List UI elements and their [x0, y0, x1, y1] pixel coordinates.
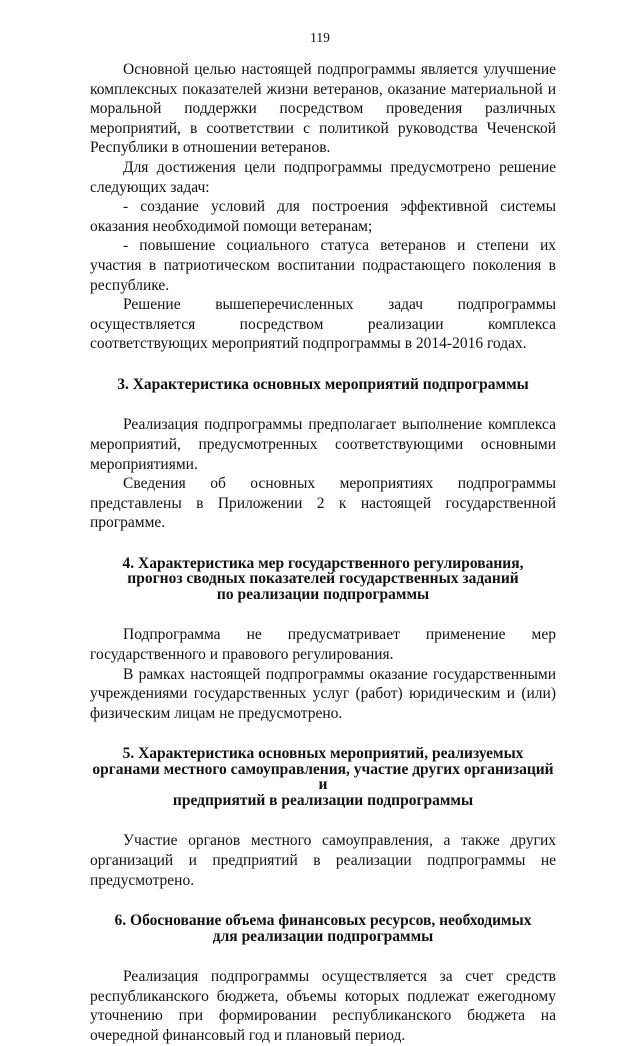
spacer — [90, 890, 556, 913]
spacer — [90, 944, 556, 967]
section-3-heading-line: 3. Характеристика основных мероприятий подпрограммы — [117, 375, 529, 393]
spacer — [90, 533, 556, 556]
paragraph-s3-2: Сведения об основных мероприятиях подпрограммы представлены в Приложении 2 к настоящей государственной программе. — [90, 475, 556, 532]
section-5-heading-line-1: 5. Характеристика основных мероприятий, реализуемых — [122, 745, 524, 763]
section-4-heading-line-2: прогноз сводных показателей государственных заданий — [127, 570, 519, 588]
section-5-heading — [90, 746, 556, 808]
document-body — [90, 60, 556, 1046]
section-6-heading — [90, 913, 556, 944]
spacer — [90, 602, 556, 625]
page-number: 119 — [310, 30, 330, 45]
section-4-heading — [90, 556, 556, 603]
paragraph-s3-1: Реализация подпрограммы предполагает выполнение комплекса мероприятий, предусмотренных соответствующими основными мероприятиями. — [90, 416, 556, 473]
paragraph-s6-1: Реализация подпрограммы осуществляется за счет средств республиканского бюджета, объемы которых подлежат ежегодному уточнению при формировании республиканского бюджета на очередной финансовый год и плановый период. — [90, 968, 556, 1044]
paragraph-task-1: - создание условий для построения эффективной системы оказания необходимой помощи ветеранам; — [90, 198, 556, 235]
paragraph-task-2: - повышение социального статуса ветеранов и степени их участия в патриотическом воспитании подрастающего поколения в республике. — [90, 237, 556, 294]
paragraph-s5-1: Участие органов местного самоуправления, а также других организаций и предприятий в реализации подпрограммы не предусмотрено. — [90, 832, 556, 889]
paragraph-s4-2: В рамках настоящей подпрограммы оказание государственными учреждениями государственных услуг (работ) юридическим и (или) физическим лицам не предусмотрено. — [90, 665, 556, 722]
spacer — [90, 392, 556, 415]
section-4-heading-line-3: по реализации подпрограммы — [216, 585, 430, 603]
paragraph-goal: Основной целью настоящей подпрограммы является улучшение комплексных показателей жизни ветеранов, оказание материальной и моральной поддержки посредством проведения различных мероприятий, в соответствии с политикой руководства Чеченской Республики в отношении ветеранов. — [90, 61, 556, 157]
section-6-heading-line-1: 6. Обоснование объема финансовых ресурсов, необходимых — [114, 912, 532, 930]
paragraph-tasks-solution: Решение вышеперечисленных задач подпрограммы осуществляется посредством реализации комплекса соответствующих мероприятий подпрограммы в 2014-2016 годах. — [90, 296, 556, 353]
spacer — [90, 723, 556, 746]
section-4-heading-line-1: 4. Характеристика мер государственного регулирования, — [122, 554, 524, 572]
paragraph-tasks-intro: Для достижения цели подпрограммы предусмотрено решение следующих задач: — [90, 158, 556, 196]
section-5-heading-line-3: предприятий в реализации подпрограммы — [172, 791, 474, 809]
paragraph-s4-1: Подпрограмма не предусматривает применение мер государственного и правового регулирования. — [90, 626, 556, 664]
section-5-heading-line-2: органами местного самоуправления, участие других организаций и — [92, 760, 554, 794]
section-3-heading — [90, 377, 556, 393]
spacer — [90, 354, 556, 377]
section-6-heading-line-2: для реализации подпрограммы — [212, 927, 434, 945]
spacer — [90, 808, 556, 831]
